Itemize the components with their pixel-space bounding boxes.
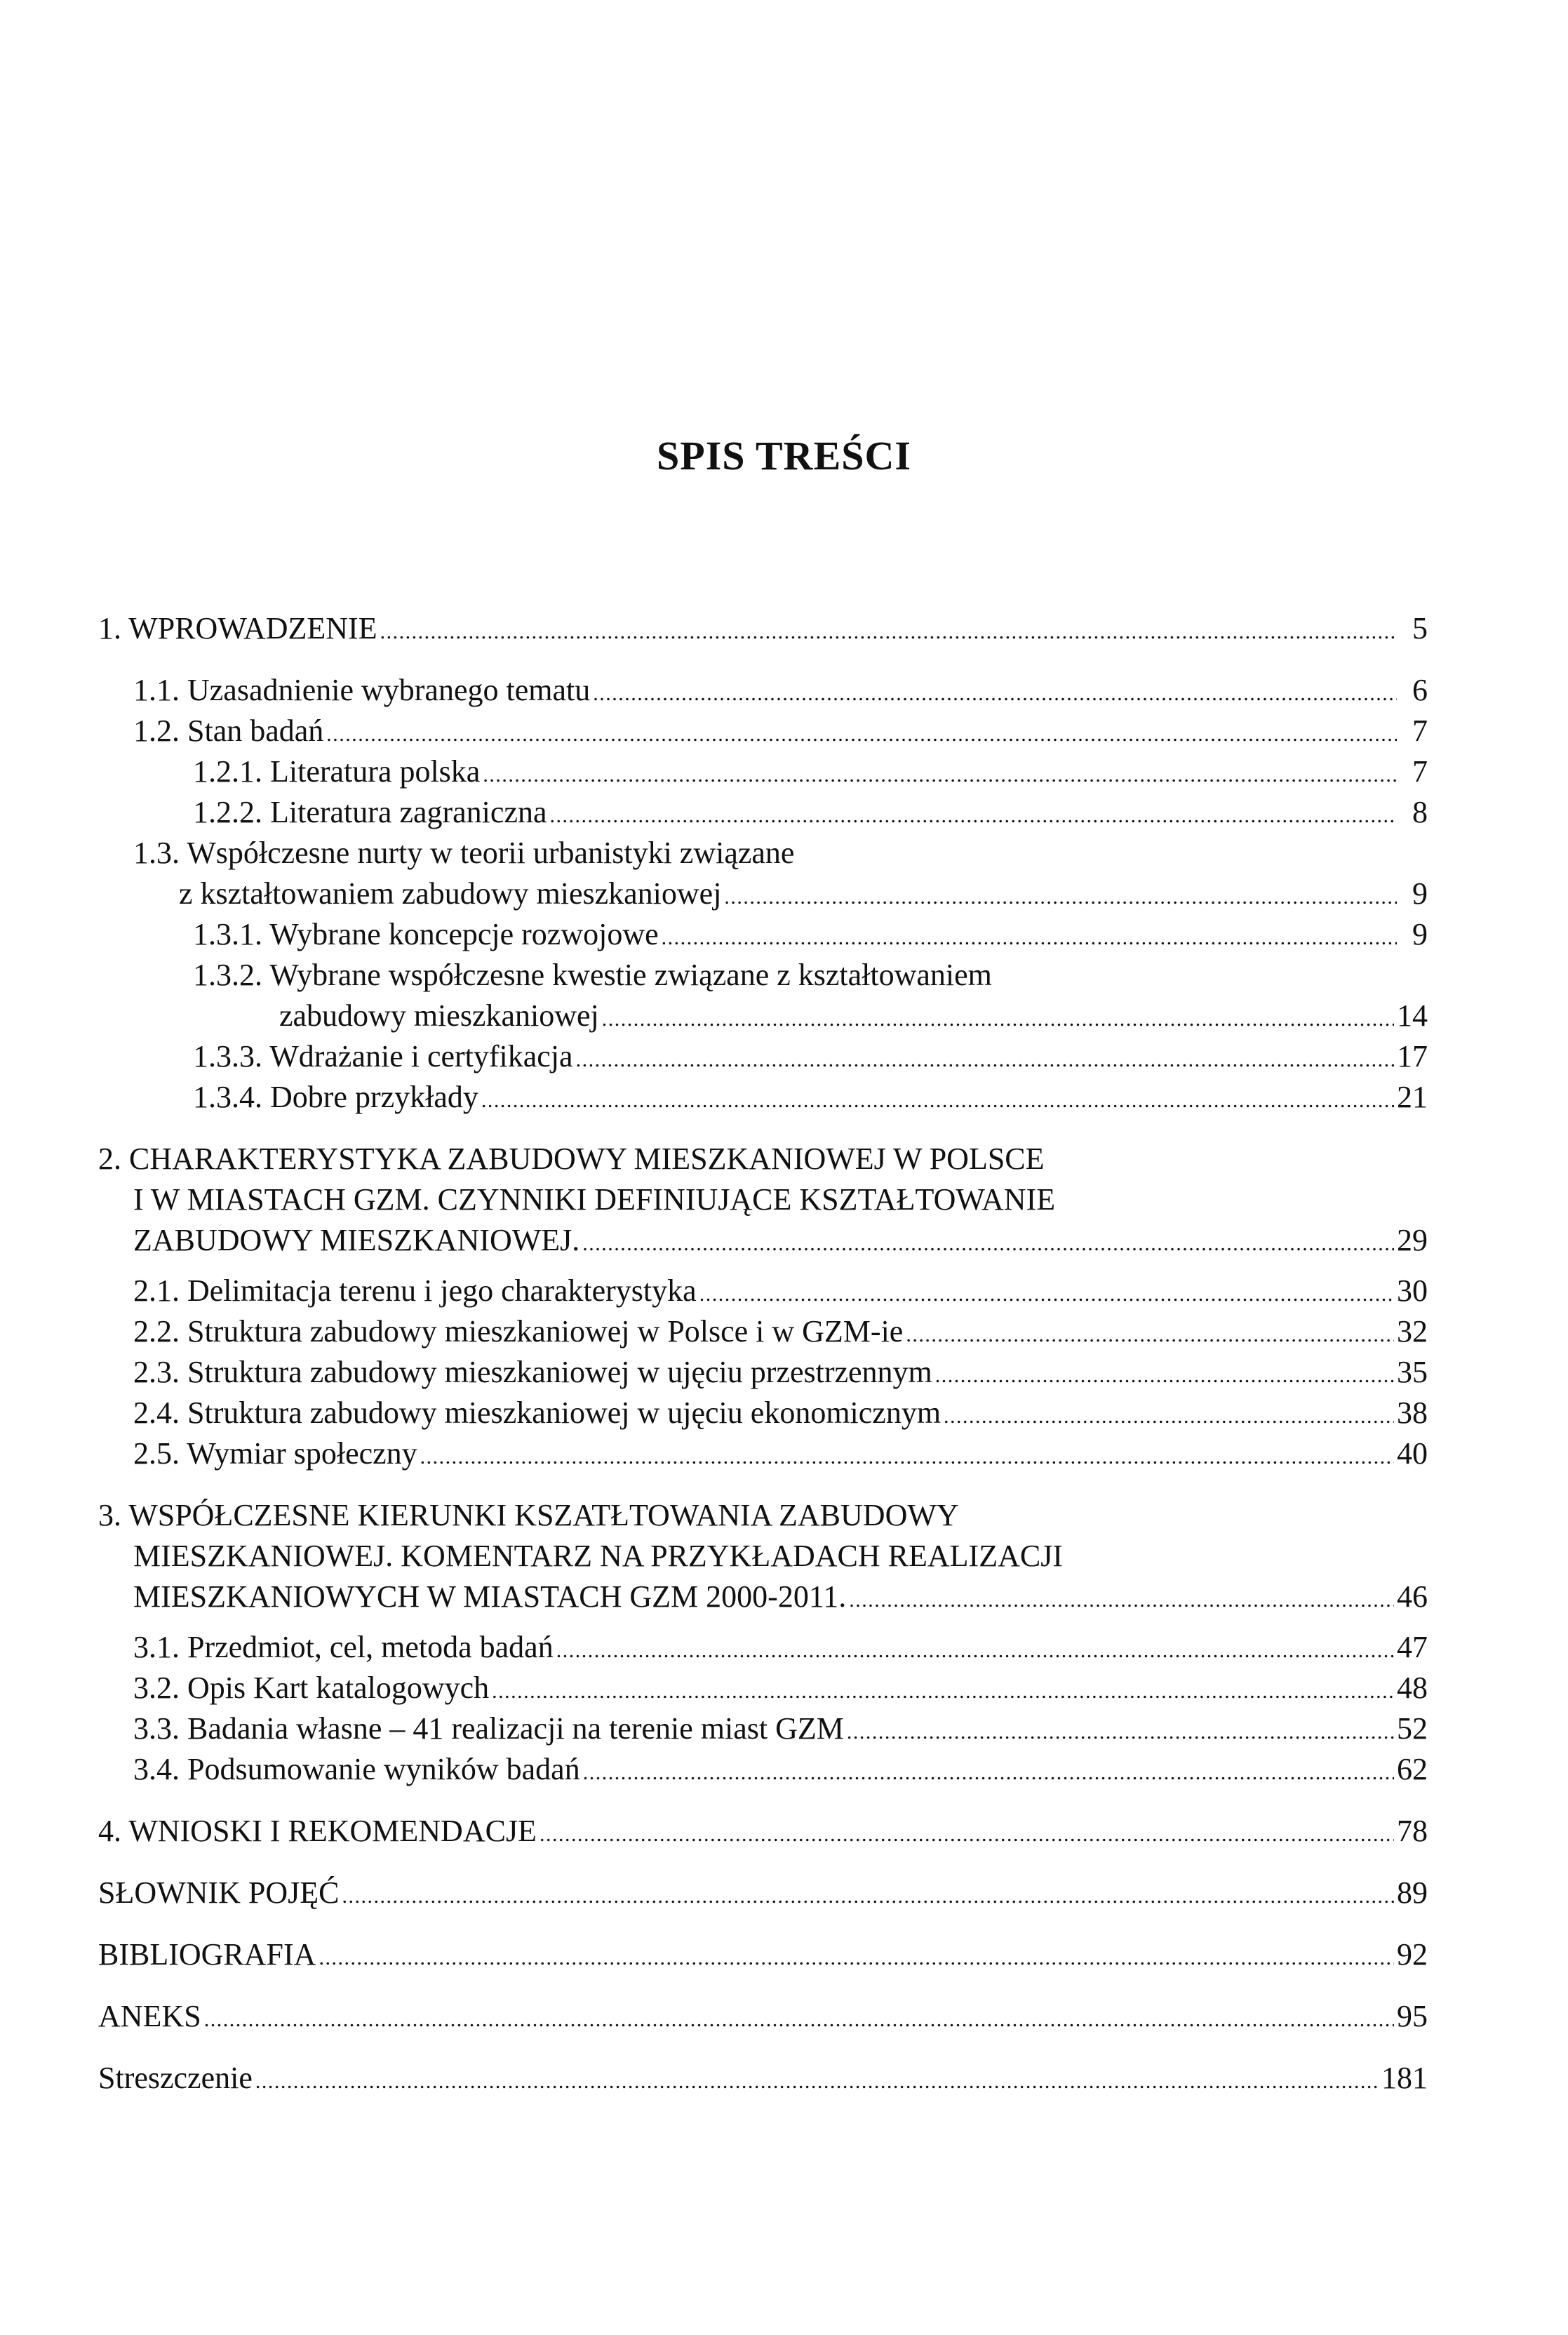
toc-entry-page: 30 bbox=[1397, 1273, 1428, 1308]
toc-entry-page: 6 bbox=[1412, 673, 1428, 707]
leader-dots bbox=[492, 1667, 1394, 1713]
leader-dots bbox=[944, 1392, 1394, 1438]
toc-entry-page: 9 bbox=[1412, 876, 1428, 911]
toc-entry-label: 1.3.3. Wdrażanie i certyfikacja bbox=[193, 1039, 573, 1073]
leader-dots bbox=[699, 1270, 1394, 1316]
toc-entry bbox=[133, 1708, 1428, 1750]
leader-dots bbox=[540, 1810, 1394, 1856]
toc-entry bbox=[133, 669, 1428, 711]
page-title: SPIS TREŚCI bbox=[657, 433, 911, 479]
toc-entry bbox=[133, 1433, 1428, 1475]
toc-entry-page: 38 bbox=[1397, 1396, 1428, 1430]
toc-entry bbox=[193, 1036, 1428, 1078]
toc-entry-label: 2.5. Wymiar społeczny bbox=[133, 1436, 417, 1471]
toc-entry-label: ZABUDOWY MIESZKANIOWEJ. bbox=[133, 1223, 580, 1257]
toc-entry bbox=[133, 1748, 1428, 1791]
toc-entry bbox=[279, 995, 1428, 1037]
toc-entry-page: 181 bbox=[1381, 2061, 1428, 2095]
toc-entry-label-line: MIESZKANIOWEJ. KOMENTARZ NA PRZYKŁADACH REALIZACJI bbox=[133, 1539, 1063, 1573]
toc-entry-label: 1.3.4. Dobre przykłady bbox=[193, 1080, 478, 1114]
toc-entry bbox=[133, 1219, 1428, 1262]
leader-dots bbox=[583, 1748, 1394, 1794]
toc-entry-label: 4. WNIOSKI I REKOMENDACJE bbox=[98, 1814, 537, 1848]
leader-dots bbox=[420, 1433, 1394, 1478]
leader-dots bbox=[550, 791, 1398, 837]
leader-dots bbox=[576, 1036, 1394, 1081]
toc-entry bbox=[193, 914, 1428, 956]
toc-entry bbox=[179, 873, 1428, 915]
leader-dots bbox=[342, 1872, 1394, 1918]
toc-entry-page: 48 bbox=[1397, 1671, 1428, 1705]
toc-entry-label: zabudowy mieszkaniowej bbox=[279, 998, 599, 1033]
toc-entry-label: 1.2.1. Literatura polska bbox=[193, 754, 481, 789]
leader-dots bbox=[662, 914, 1397, 959]
toc-entry-label: 1.2. Stan badań bbox=[133, 714, 324, 748]
toc-entry-page: 21 bbox=[1397, 1080, 1428, 1114]
toc-entry-label: 1.1. Uzasadnienie wybranego tematu bbox=[133, 673, 591, 707]
toc-entry-label: MIESZKANIOWYCH W MIASTACH GZM 2000-2011. bbox=[133, 1579, 847, 1614]
toc-entry-label: BIBLIOGRAFIA bbox=[98, 1937, 316, 1972]
toc-entry-page: 62 bbox=[1397, 1752, 1428, 1786]
toc-entry bbox=[133, 1626, 1428, 1668]
toc-entry bbox=[193, 791, 1428, 834]
toc-entry bbox=[98, 608, 1428, 650]
toc-entry-label: 3.3. Badania własne – 41 realizacji na terenie miast GZM bbox=[133, 1711, 844, 1746]
toc-entry bbox=[133, 1576, 1428, 1618]
toc-entry-label: Streszczenie bbox=[98, 2061, 253, 2095]
toc-entry-page: 89 bbox=[1397, 1875, 1428, 1910]
toc-entry bbox=[133, 1392, 1428, 1434]
toc-entry-label-line: 1.3.2. Wybrane współczesne kwestie związane z kształtowaniem bbox=[193, 958, 992, 992]
toc-entry-page: 92 bbox=[1397, 1937, 1428, 1972]
leader-dots bbox=[380, 608, 1397, 653]
toc-entry bbox=[98, 1810, 1428, 1852]
toc-entry-label-line: 3. WSPÓŁCZESNE KIERUNKI KSZATŁTOWANIA ZABUDOWY bbox=[98, 1498, 959, 1532]
leader-dots bbox=[483, 751, 1397, 796]
toc-entry bbox=[133, 710, 1428, 752]
toc-entry-label-line: 2. CHARAKTERYSTYKA ZABUDOWY MIESZKANIOWEJ W POLSCE bbox=[98, 1142, 1045, 1176]
toc-entry bbox=[98, 1872, 1428, 1914]
toc-entry-label: z kształtowaniem zabudowy mieszkaniowej bbox=[179, 876, 722, 911]
toc-entry-page: 46 bbox=[1397, 1579, 1428, 1614]
toc-entry-page: 17 bbox=[1397, 1039, 1428, 1073]
toc-entry-label: 1.3.1. Wybrane koncepcje rozwojowe bbox=[193, 917, 659, 951]
leader-dots bbox=[849, 1576, 1394, 1621]
leader-dots bbox=[906, 1311, 1394, 1356]
leader-dots bbox=[582, 1219, 1394, 1265]
leader-dots bbox=[255, 2057, 1379, 2103]
toc-entry bbox=[98, 1934, 1428, 1976]
leader-dots bbox=[847, 1708, 1394, 1753]
toc-entry-label: 2.4. Struktura zabudowy mieszkaniowej w ujęciu ekonomicznym bbox=[133, 1396, 942, 1430]
toc-entry-label-line: 1.3. Współczesne nurty w teorii urbanistyki związane bbox=[133, 836, 795, 870]
leader-dots bbox=[556, 1626, 1394, 1672]
toc-entry-page: 32 bbox=[1397, 1314, 1428, 1349]
leader-dots bbox=[326, 710, 1397, 756]
leader-dots bbox=[935, 1351, 1394, 1397]
leader-dots bbox=[204, 1995, 1394, 2041]
toc-entry bbox=[193, 1076, 1428, 1118]
toc-entry-label: 1.2.2. Literatura zagraniczna bbox=[193, 795, 547, 829]
toc-entry-page: 5 bbox=[1412, 611, 1428, 645]
leader-dots bbox=[481, 1076, 1394, 1122]
toc-entry-page: 40 bbox=[1397, 1436, 1428, 1471]
toc-entry-page: 47 bbox=[1397, 1630, 1428, 1664]
toc-entry-page: 8 bbox=[1412, 795, 1428, 829]
toc-entry-page: 9 bbox=[1412, 917, 1428, 951]
toc-entry-page: 35 bbox=[1397, 1355, 1428, 1389]
toc-entry-page: 7 bbox=[1412, 714, 1428, 748]
toc-entry bbox=[98, 2057, 1428, 2099]
toc-entry-page: 52 bbox=[1397, 1711, 1428, 1746]
toc-entry-label: ANEKS bbox=[98, 1999, 201, 2033]
toc-entry-label: SŁOWNIK POJĘĆ bbox=[98, 1875, 340, 1910]
toc-entry bbox=[133, 1667, 1428, 1709]
toc-entry-page: 78 bbox=[1397, 1814, 1428, 1848]
leader-dots bbox=[724, 873, 1397, 918]
toc-entry-label: 1. WPROWADZENIE bbox=[98, 611, 377, 645]
toc-entry bbox=[193, 751, 1428, 793]
toc-entry bbox=[133, 1351, 1428, 1393]
toc-entry-page: 29 bbox=[1397, 1223, 1428, 1257]
toc-entry-label: 2.2. Struktura zabudowy mieszkaniowej w Polsce i w GZM-ie bbox=[133, 1314, 904, 1349]
toc-entry-page: 95 bbox=[1397, 1999, 1428, 2033]
toc-entry-label-line: I W MIASTACH GZM. CZYNNIKI DEFINIUJĄCE KSZTAŁTOWANIE bbox=[133, 1182, 1056, 1217]
leader-dots bbox=[319, 1934, 1394, 1979]
toc-entry bbox=[133, 1311, 1428, 1353]
toc-entry-label: 2.1. Delimitacja terenu i jego charakterystyka bbox=[133, 1273, 697, 1308]
toc-entry-label: 3.1. Przedmiot, cel, metoda badań bbox=[133, 1630, 554, 1664]
leader-dots bbox=[593, 669, 1397, 715]
toc-entry bbox=[98, 1995, 1428, 2038]
toc-entry-label: 2.3. Struktura zabudowy mieszkaniowej w ujęciu przestrzennym bbox=[133, 1355, 932, 1389]
toc-entry-page: 7 bbox=[1412, 754, 1428, 789]
leader-dots bbox=[602, 995, 1394, 1041]
toc-entry bbox=[133, 1270, 1428, 1312]
toc-entry-label: 3.4. Podsumowanie wyników badań bbox=[133, 1752, 580, 1786]
toc-entry-label: 3.2. Opis Kart katalogowych bbox=[133, 1671, 490, 1705]
toc-entry-page: 14 bbox=[1397, 998, 1428, 1033]
